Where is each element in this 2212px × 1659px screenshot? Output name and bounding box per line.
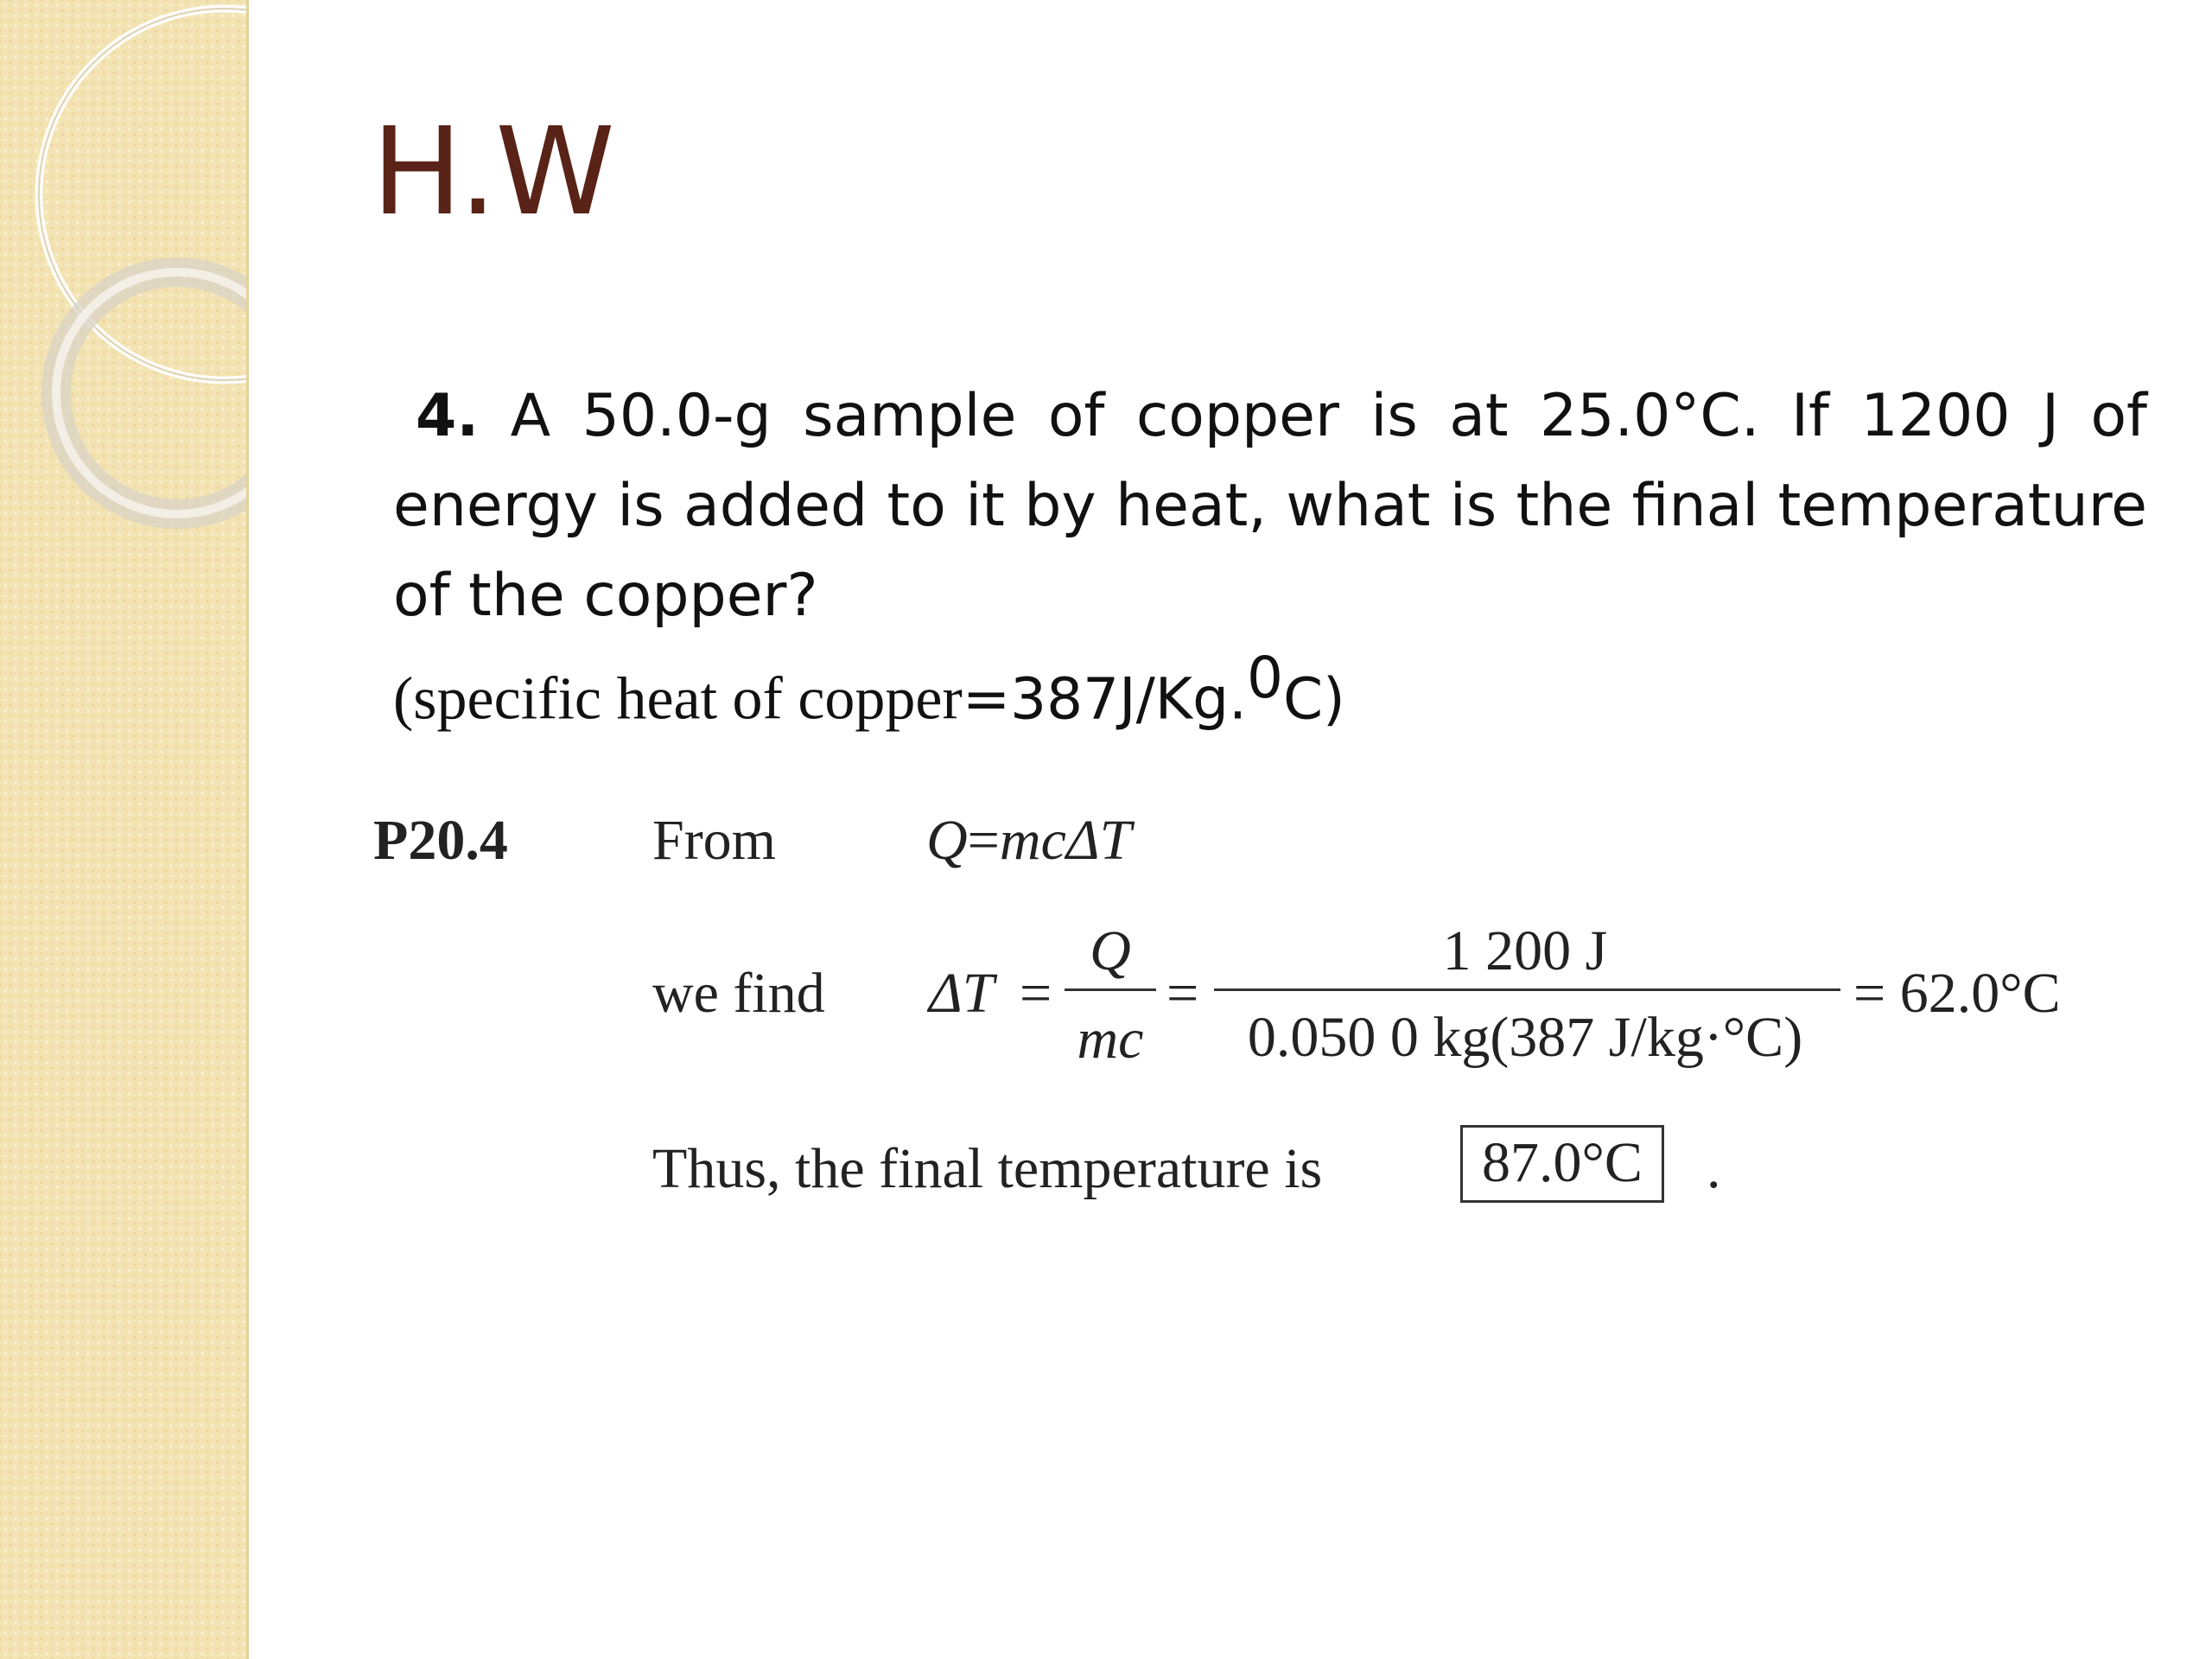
equation-delta-t: ΔT — [1065, 809, 1132, 872]
fraction-mass-heat-denominator: 0.050 0 kg(387 J/kg·°C) — [1247, 1006, 1803, 1069]
final-period: . — [1707, 1137, 1721, 1200]
equation-q-mc-delta-t — [926, 809, 1132, 872]
fraction-mc-denominator — [1063, 1007, 1158, 1071]
ring-decoration — [0, 0, 246, 605]
equation-mc: mc — [999, 809, 1066, 872]
decorative-sidebar — [0, 0, 249, 1659]
from-text: From — [652, 809, 777, 872]
equals-1: = — [1020, 962, 1052, 1025]
problem-statement — [393, 372, 2147, 641]
problem-number: 4. — [416, 382, 480, 450]
delta-t: ΔT — [929, 962, 995, 1025]
equation-q: Q — [926, 809, 968, 872]
delta-t-result: = 62.0°C — [1853, 962, 2061, 1025]
specific-heat-prefix: (specific heat of copper — [393, 665, 963, 733]
specific-heat-suffix: C) — [1282, 665, 1345, 733]
we-find-text: we find — [652, 962, 825, 1025]
frac1-num: Q — [1090, 919, 1131, 982]
equation-eq: = — [967, 809, 1000, 872]
slide-title: H.W — [372, 102, 613, 243]
conclusion-text: Thus, the final temperature is — [652, 1137, 1323, 1200]
specific-heat-sup: 0 — [1246, 645, 1283, 711]
frac1-den: mc — [1077, 1007, 1144, 1071]
fraction-q-numerator — [1063, 919, 1158, 982]
fraction-energy-numerator: 1 200 J — [1442, 919, 1608, 982]
specific-heat-note — [393, 644, 1345, 735]
equals-2: = — [1166, 962, 1199, 1025]
final-answer-box: 87.0°C — [1460, 1125, 1664, 1203]
fraction-bar-2 — [1214, 988, 1840, 991]
solution-label: P20.4 — [373, 809, 508, 872]
problem-text: A 50.0-g sample of copper is at 25.0°C. If 1200 J of energy is added to it by heat, what is the final temperature of the copper? — [393, 382, 2147, 630]
specific-heat-value: =387J/Kg. — [962, 665, 1247, 733]
fraction-bar-1 — [1065, 988, 1156, 991]
delta-t-symbol — [929, 962, 995, 1025]
